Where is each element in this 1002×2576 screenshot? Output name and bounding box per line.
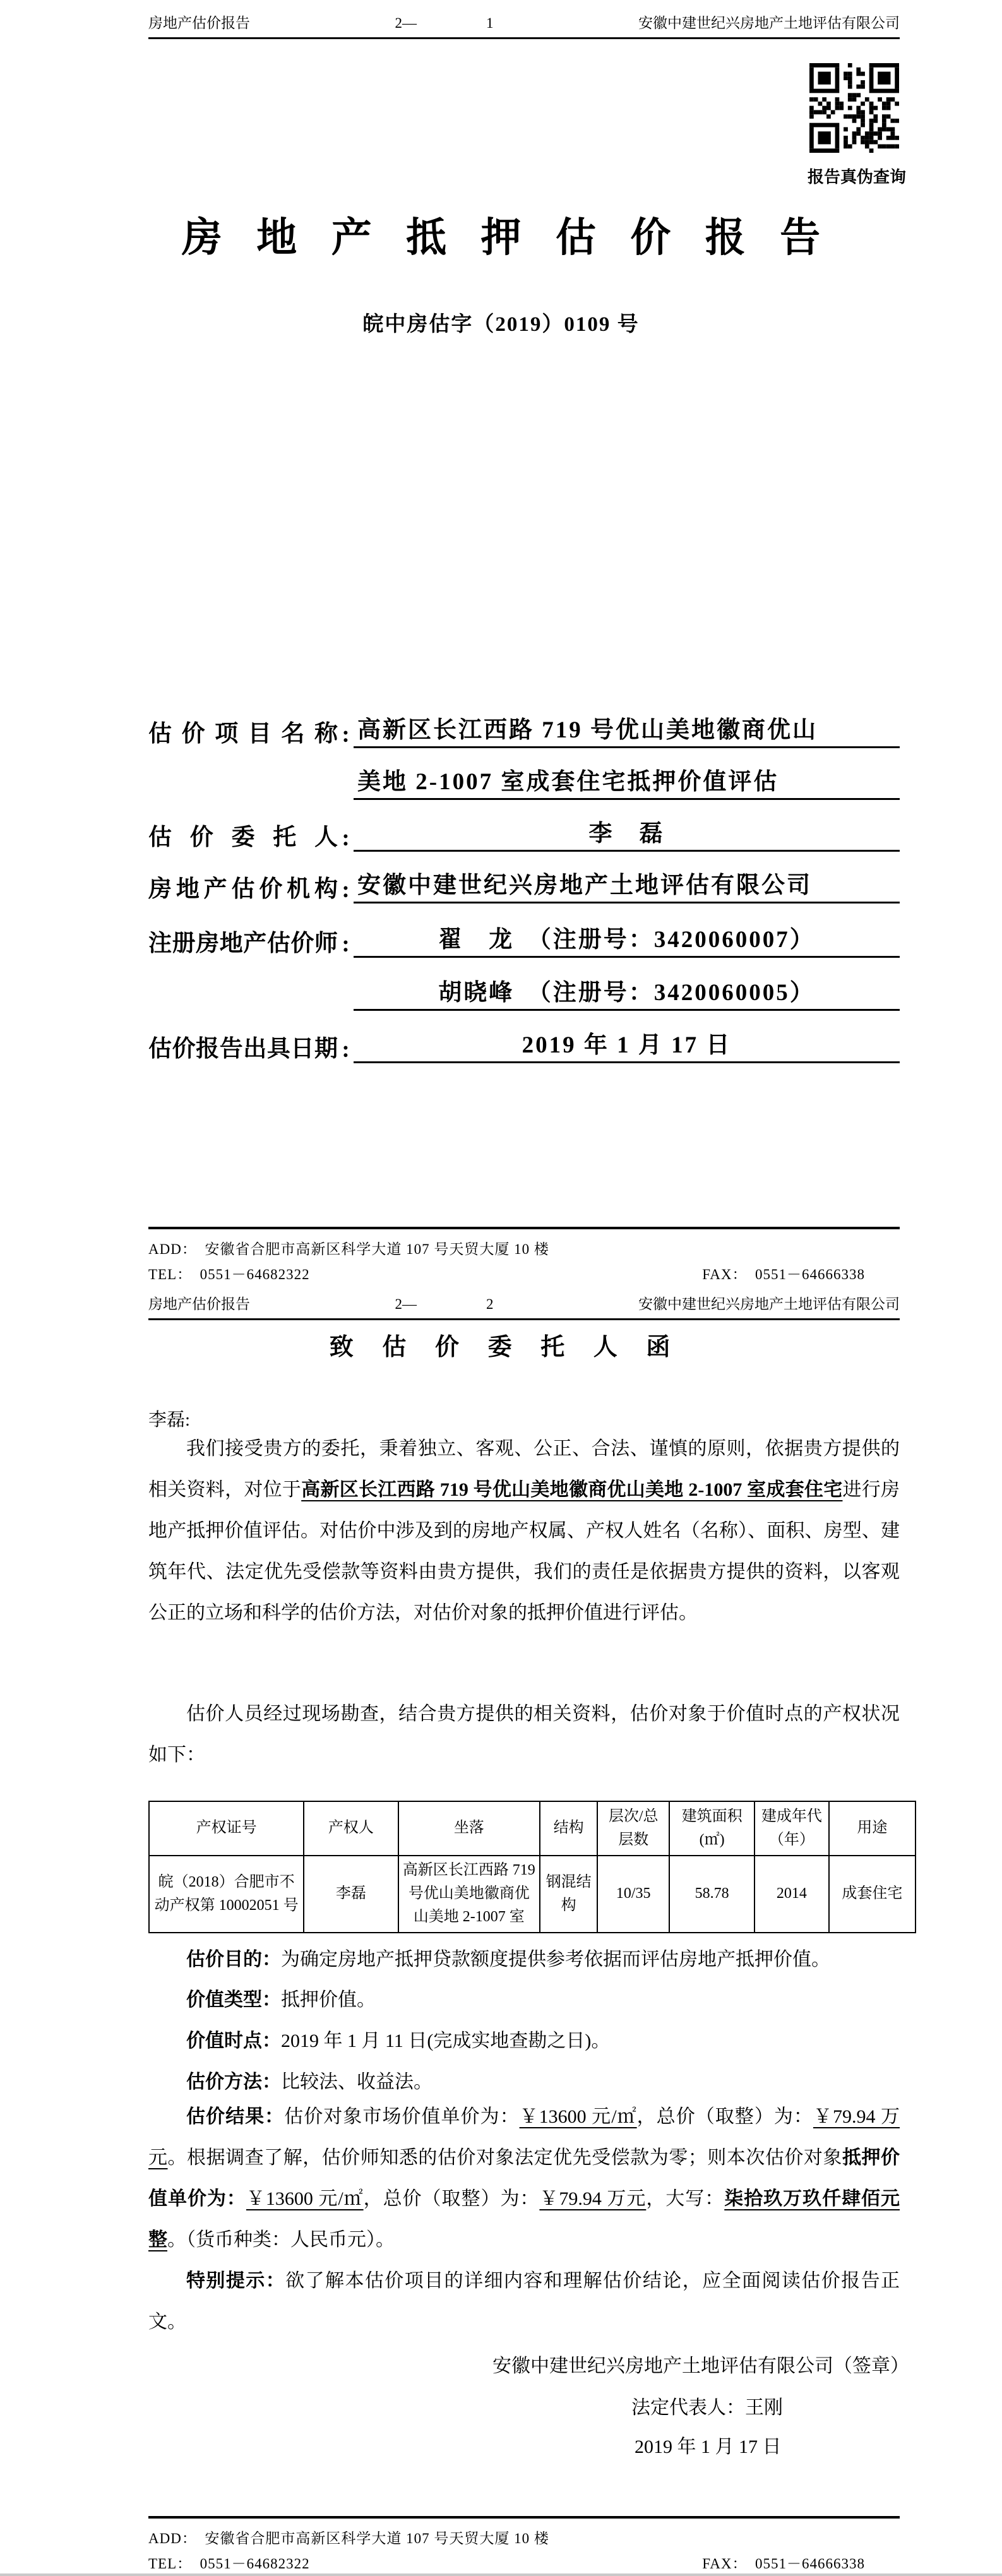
signature-company: 安徽中建世纪兴房地产土地评估有限公司（签章） xyxy=(492,2356,909,2376)
special-notice-paragraph xyxy=(148,2260,900,2342)
p1-subject-property: 高新区长江西路 719 号优山美地徽商优山美地 2-1007 室成套住宅 xyxy=(301,1479,843,1500)
header-page-number: 2 xyxy=(486,1296,494,1312)
result-text: ，大写： xyxy=(646,2188,725,2209)
notice-text: 欲了解本估价项目的详细内容和理解估价结论，应全面阅读估价报告正文。 xyxy=(148,2270,900,2332)
item-label: 价值时点： xyxy=(186,2030,281,2051)
header-company-name: 安徽中建世纪兴房地产土地评估有限公司 xyxy=(638,1296,900,1312)
tel-text: TEL： 0551－64682322 xyxy=(148,2556,310,2572)
verification-qr-code xyxy=(809,63,899,153)
fax-text: FAX： 0551－64666338 xyxy=(702,2556,865,2572)
appraisal-result-paragraph xyxy=(148,2096,900,2260)
field-label: 注册房地产估价师 xyxy=(148,931,338,957)
cell-floor: 10/35 xyxy=(597,1856,669,1933)
unit-price-value: ￥13600 元/㎡ xyxy=(519,2106,637,2127)
header-page-number: 1 xyxy=(486,15,494,31)
field-label: 估价项目名称 xyxy=(148,721,338,747)
mortgage-unit-price-label: 抵押价值单价为： xyxy=(148,2147,900,2209)
appraisal-method xyxy=(148,2066,900,2094)
col-location: 坐落 xyxy=(398,1801,540,1856)
item-text: 为确定房地产抵押贷款额度提供参考依据而评估房地产抵押价值。 xyxy=(281,1949,830,1970)
field-label: 估价委托人 xyxy=(148,825,338,850)
cell-year-built: 2014 xyxy=(754,1856,829,1933)
signature-legal-rep: 法定代表人：王刚 xyxy=(631,2397,783,2418)
field-value: 高新区长江西路 719 号优山美地徽商优山 xyxy=(354,710,900,748)
address-text: ADD： 安徽省合肥市高新区科学大道 107 号天贸大厦 10 楼 xyxy=(148,2531,549,2546)
field-value: 安徽中建世纪兴房地产土地评估有限公司 xyxy=(354,866,900,903)
field-label: 房地产估价机构 xyxy=(148,876,338,902)
col-floor: 层次/总层数 xyxy=(597,1801,669,1856)
qr-code-image xyxy=(809,63,899,153)
header-company-name: 安徽中建世纪兴房地产土地评估有限公司 xyxy=(638,15,900,31)
letter-salutation: 李磊: xyxy=(148,1410,191,1430)
field-value: 胡晓峰 （注册号：3420060005） xyxy=(354,973,900,1011)
letter-title: 致 估 价 委 托 人 函 xyxy=(329,1334,673,1361)
field-value: 李 磊 xyxy=(354,814,900,852)
header-report-type: 房地产估价报告 xyxy=(148,15,250,31)
field-label: 估价报告出具日期 xyxy=(148,1036,338,1062)
appraisal-purpose xyxy=(148,1943,900,1971)
field-colon: : xyxy=(342,877,350,903)
total-price-value: ￥79.94 万元 xyxy=(148,2106,900,2168)
cell-cert-no: 皖（2018）合肥市不动产权第 10002051 号 xyxy=(149,1856,304,1933)
item-text: 抵押价值。 xyxy=(281,1989,376,2010)
value-type xyxy=(148,1984,900,2012)
header-report-type: 房地产估价报告 xyxy=(148,1296,250,1312)
field-colon: : xyxy=(342,825,350,851)
field-value: 2019 年 1 月 17 日 xyxy=(354,1025,900,1063)
page2-footer-rule xyxy=(148,2516,900,2519)
field-value: 美地 2-1007 室成套住宅抵押价值评估 xyxy=(354,762,900,800)
field-project-name xyxy=(148,715,900,748)
field-colon: : xyxy=(342,931,350,957)
report-doc-number: 皖中房估字（2019）0109 号 xyxy=(362,313,640,336)
field-issue-date xyxy=(148,1030,900,1063)
cell-structure: 钢混结构 xyxy=(540,1856,597,1933)
field-project-name-line2 xyxy=(148,767,900,800)
value-date xyxy=(148,2025,900,2053)
page-bottom-edge xyxy=(0,2573,1002,2576)
mortgage-total-price-value: ￥79.94 万元 xyxy=(539,2188,647,2209)
field-client xyxy=(148,819,900,852)
item-label: 估价方法： xyxy=(186,2072,281,2092)
page1-running-header xyxy=(148,11,900,39)
page1-footer-address xyxy=(148,1237,900,1258)
header-page-prefix: 2— xyxy=(395,15,417,31)
page1-footer-contacts xyxy=(148,1263,900,1284)
field-colon: : xyxy=(342,1037,350,1063)
item-text: 2019 年 1 月 11 日(完成实地查勘之日)。 xyxy=(281,2030,611,2051)
item-text: 比较法、收益法。 xyxy=(281,2072,432,2092)
result-text: 。根据调查了解，估价师知悉的估价对象法定优先受偿款为零；则本次估价对象 xyxy=(167,2147,842,2168)
item-label: 价值类型： xyxy=(186,1989,281,2010)
qr-caption: 报告真伪查询 xyxy=(807,168,906,186)
fax-text: FAX： 0551－64666338 xyxy=(702,1267,865,1282)
field-appraiser-2 xyxy=(148,978,900,1011)
table-header-row xyxy=(149,1801,916,1856)
page1-footer-rule xyxy=(148,1227,900,1229)
result-text: 估价对象市场价值单价为： xyxy=(284,2106,520,2127)
table-row xyxy=(149,1856,916,1933)
col-area: 建筑面积(㎡) xyxy=(669,1801,754,1856)
result-text: 。（货币种类：人民币元）。 xyxy=(167,2229,395,2250)
cell-area: 58.78 xyxy=(669,1856,754,1933)
field-appraiser-1 xyxy=(148,925,900,958)
col-structure: 结构 xyxy=(540,1801,597,1856)
signature-date: 2019 年 1 月 17 日 xyxy=(635,2436,782,2457)
item-label: 估价目的： xyxy=(186,1949,281,1970)
col-use: 用途 xyxy=(829,1801,916,1856)
p1-text: 我们接受贵方的委托，秉着独立、客观、公正、合法、谨慎的原则，依据贵方提供的相关资料，对位于 xyxy=(148,1438,900,1500)
result-label: 估价结果： xyxy=(186,2106,285,2127)
cell-use: 成套住宅 xyxy=(829,1856,916,1933)
col-year-built: 建成年代（年） xyxy=(754,1801,829,1856)
amount-in-words: 柒拾玖万玖仟肆佰元整 xyxy=(148,2188,900,2250)
tel-text: TEL： 0551－64682322 xyxy=(148,1267,310,1282)
field-value: 翟 龙 （注册号：3420060007） xyxy=(354,920,900,958)
cell-owner: 李磊 xyxy=(304,1856,398,1933)
letter-paragraph-2: 估价人员经过现场勘查，结合贵方提供的相关资料，估价对象于价值时点的产权状况如下： xyxy=(148,1703,900,1765)
col-cert-no: 产权证号 xyxy=(149,1801,304,1856)
result-text: ，总价（取整）为： xyxy=(636,2106,813,2127)
property-rights-table xyxy=(148,1801,916,1933)
field-colon: : xyxy=(342,722,350,748)
page2-footer-address xyxy=(148,2527,900,2548)
report-main-title: 房 地 产 抵 押 估 价 报 告 xyxy=(181,215,833,260)
page2-running-header xyxy=(148,1292,900,1320)
result-text: ，总价（取整）为： xyxy=(363,2188,540,2209)
col-owner: 产权人 xyxy=(304,1801,398,1856)
cell-location: 高新区长江西路 719 号优山美地徽商优山美地 2-1007 室 xyxy=(398,1856,540,1933)
header-page-prefix: 2— xyxy=(395,1296,417,1312)
mortgage-unit-price-value: ￥13600 元/㎡ xyxy=(246,2188,364,2209)
field-agency xyxy=(148,871,900,903)
letter-paragraph-1 xyxy=(148,1428,900,1633)
p1-text: 进行房地产抵押价值评估。对估价中涉及到的房地产权属、产权人姓名（名称）、面积、房型、建筑年代、法定优先受偿款等资料由贵方提供，我们的责任是依据贵方提供的资料，以客观公正的立场和科学的估价方法，对估价对象的抵押价值进行评估。 xyxy=(148,1479,900,1623)
notice-label: 特别提示： xyxy=(186,2270,286,2291)
page2-footer-contacts xyxy=(148,2552,900,2573)
address-text: ADD： 安徽省合肥市高新区科学大道 107 号天贸大厦 10 楼 xyxy=(148,1241,549,1257)
